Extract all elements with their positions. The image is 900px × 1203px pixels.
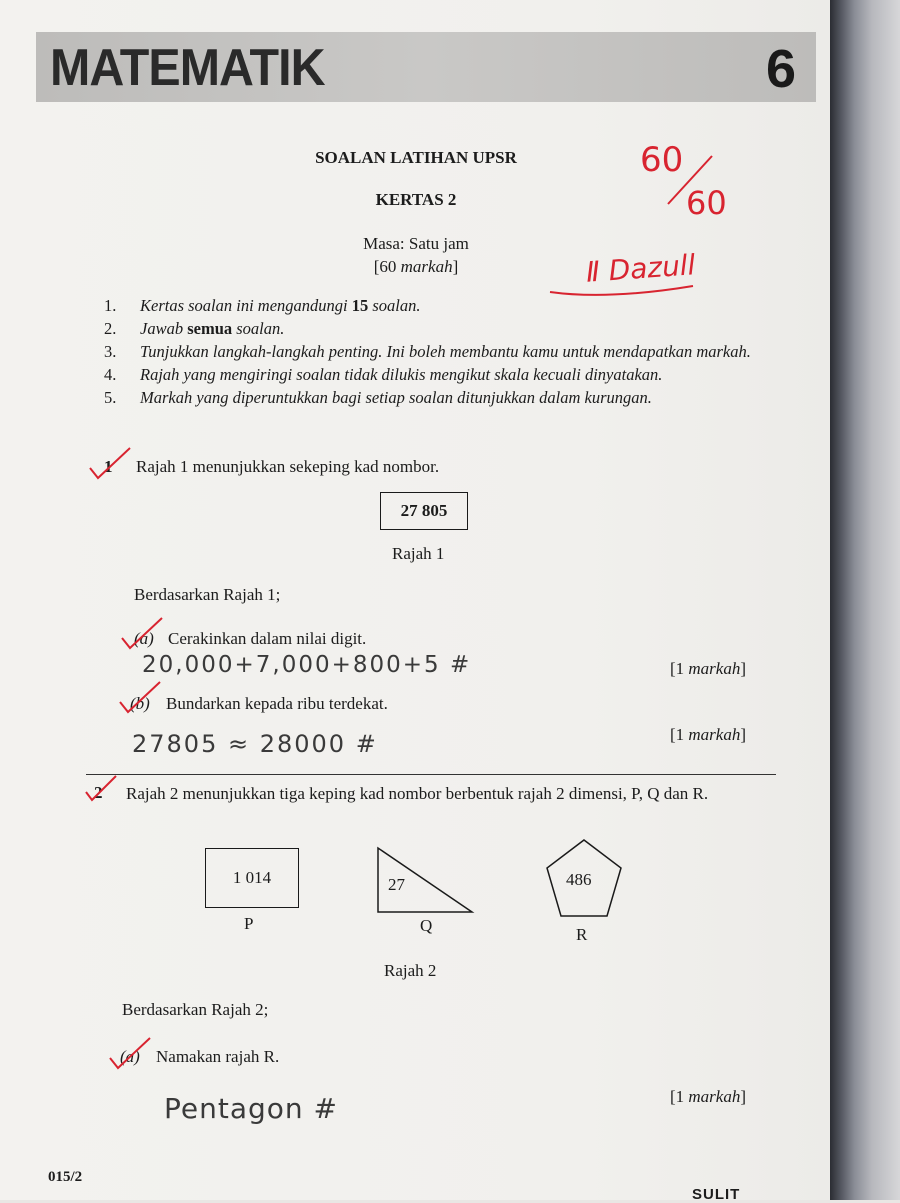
teacher-signature: Ⅱ Dazull bbox=[584, 248, 697, 289]
paper-subtitle: KERTAS 2 bbox=[375, 190, 457, 209]
instruction-item: 3. Tunjukkan langkah-langkah penting. Ini boleh membantu kamu untuk mendapatkan markah. bbox=[104, 342, 751, 361]
instruction-item: 2. Jawab semua soalan. bbox=[104, 319, 285, 338]
q1-text: Rajah 1 menunjukkan sekeping kad nombor. bbox=[136, 457, 440, 476]
paper-title: SOALAN LATIHAN UPSR bbox=[315, 148, 517, 167]
instructions-list bbox=[104, 294, 764, 409]
shape-r-value: 486 bbox=[566, 870, 592, 889]
instruction-item: 5. Markah yang diperuntukkan bagi setiap soalan ditunjukkan dalam kurungan. bbox=[104, 388, 652, 407]
q1b-answer: 27805 ≈ 28000 # bbox=[132, 730, 378, 758]
check-icon bbox=[82, 774, 122, 806]
subject-title: MATEMATIK bbox=[50, 39, 325, 97]
q2a-answer: Pentagon # bbox=[164, 1092, 339, 1125]
instruction-item: 4. Rajah yang mengiringi soalan tidak dilukis mengikut skala kecuali dinyatakan. bbox=[104, 365, 663, 384]
score-numerator: 60 bbox=[640, 140, 684, 180]
total-marks: [60 markah] bbox=[373, 257, 459, 276]
q2a-label: (a) bbox=[120, 1047, 140, 1066]
shape-q-label: Q bbox=[420, 916, 433, 935]
score-denominator: 60 bbox=[686, 184, 727, 222]
instruction-item: 1. Kertas soalan ini mengandungi 15 soalan. bbox=[104, 296, 421, 315]
check-icon bbox=[86, 444, 136, 484]
section-divider bbox=[86, 774, 776, 775]
q1b-label: (b) bbox=[130, 694, 150, 713]
q1a-marks: [1 markah] bbox=[669, 659, 746, 678]
q1-number: 1 bbox=[104, 457, 113, 476]
binder-edge bbox=[830, 0, 900, 1200]
q1a-text: Cerakinkan dalam nilai digit. bbox=[168, 629, 367, 648]
number-card: 27 805 bbox=[380, 492, 468, 530]
shape-rectangle-p: 1 014 bbox=[205, 848, 299, 908]
q1-caption: Rajah 1 bbox=[392, 544, 445, 563]
confidential-label: SULIT bbox=[692, 1186, 741, 1203]
q2-number: 2 bbox=[94, 783, 103, 802]
q1b-marks: [1 markah] bbox=[669, 725, 746, 744]
paper-code: 015/2 bbox=[48, 1169, 83, 1185]
q1a-answer: 20,000+7,000+800+5 # bbox=[142, 652, 472, 678]
shape-r-label: R bbox=[576, 925, 588, 944]
q2a-text: Namakan rajah R. bbox=[156, 1047, 280, 1066]
q2-text: Rajah 2 menunjukkan tiga keping kad nombor berbentuk rajah 2 dimensi, P, Q dan R. bbox=[126, 784, 709, 803]
q2a-marks: [1 markah] bbox=[669, 1087, 746, 1106]
check-icon bbox=[116, 680, 166, 720]
chapter-number: 6 bbox=[766, 39, 797, 99]
q2-caption: Rajah 2 bbox=[384, 961, 437, 980]
q1b-text: Bundarkan kepada ribu terdekat. bbox=[166, 694, 388, 713]
time-allowed: Masa: Satu jam bbox=[363, 234, 469, 253]
q1-lead: Berdasarkan Rajah 1; bbox=[134, 585, 281, 604]
q2-lead: Berdasarkan Rajah 2; bbox=[122, 1000, 269, 1019]
check-icon bbox=[118, 616, 168, 656]
shape-p-label: P bbox=[244, 914, 254, 933]
shape-q-value: 27 bbox=[388, 875, 405, 894]
check-icon bbox=[106, 1034, 156, 1074]
q1a-label: (a) bbox=[134, 629, 154, 648]
